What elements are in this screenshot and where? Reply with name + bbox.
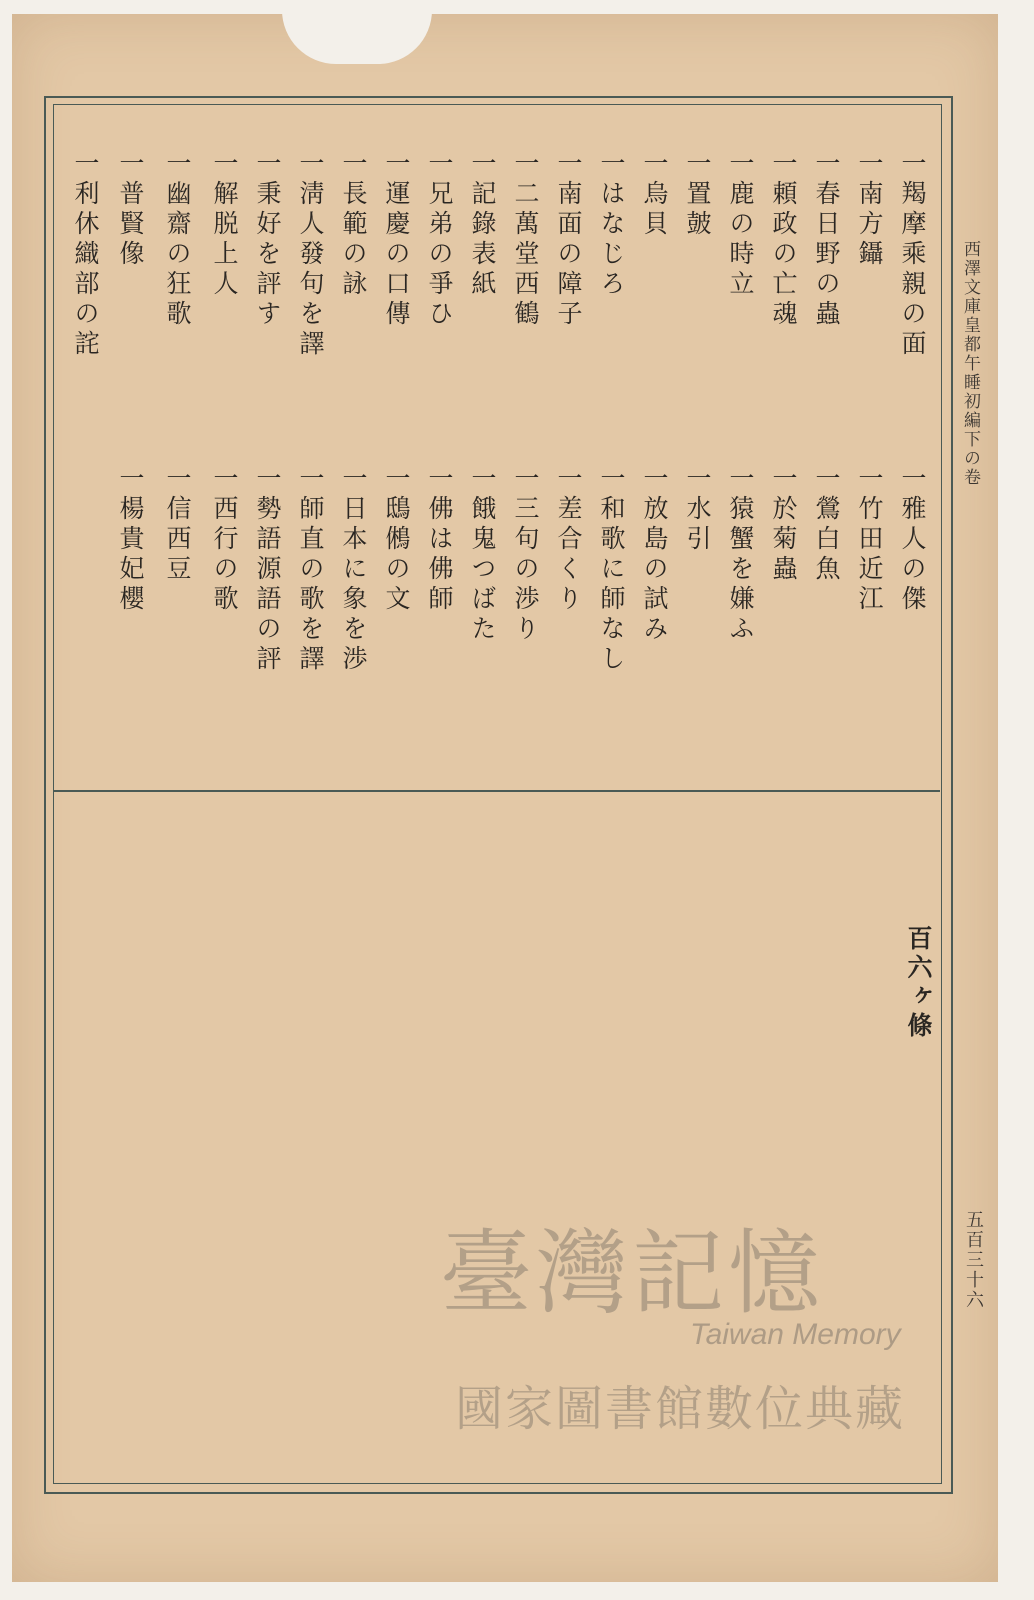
running-head: 西澤文庫皇都午睡初編下の卷 (960, 240, 980, 487)
watermark-english: Taiwan Memory (690, 1318, 901, 1351)
entry-bottom: 一三句の渉り (511, 465, 540, 645)
entry-count-note: 百六ヶ條 (904, 925, 933, 1041)
entry-bottom: 一鶯白魚 (812, 465, 841, 585)
entry-top: 一秉好を評す (253, 150, 282, 330)
entry-bottom: 一和歌に師なし (597, 465, 626, 675)
entry-top: 一南方鑷 (855, 150, 884, 270)
entry-bottom: 一信西豆 (163, 465, 192, 585)
entry-top: 一長範の詠 (339, 150, 368, 300)
torn-corner (282, 10, 432, 64)
entry-top: 一鹿の時立 (726, 150, 755, 300)
entry-top: 一普賢像 (116, 150, 145, 270)
entry-top: 一運慶の口傳 (382, 150, 411, 330)
entry-bottom: 一佛は佛師 (425, 465, 454, 615)
entry-bottom: 一竹田近江 (855, 465, 884, 615)
page-number: 五百三十六 (963, 1210, 984, 1310)
entry-top: 一解脱上人 (210, 150, 239, 300)
watermark-library: 國家圖書館數位典藏 (455, 1381, 906, 1437)
entry-top: 一記錄表紙 (468, 150, 497, 300)
entry-bottom: 一差合くり (554, 465, 583, 615)
entry-top: 一二萬堂西鶴 (511, 150, 540, 330)
entry-top: 一はなじろ (597, 150, 626, 300)
entry-top: 一南面の障子 (554, 150, 583, 330)
entry-bottom: 一於菊蟲 (769, 465, 798, 585)
entry-bottom: 一餓鬼つばた (468, 465, 497, 645)
entry-top: 一置皷 (683, 150, 712, 240)
entry-top: 一頼政の亡魂 (769, 150, 798, 330)
entry-bottom: 一放島の試み (640, 465, 669, 645)
entry-top: 一兄弟の爭ひ (425, 150, 454, 330)
entry-bottom: 一雅人の傑 (898, 465, 927, 615)
entry-bottom: 一勢語源語の評 (253, 465, 282, 675)
entry-bottom: 一西行の歌 (210, 465, 239, 615)
entry-top: 一羯摩乘親の面 (898, 150, 927, 360)
entry-bottom: 一猿蟹を嫌ふ (726, 465, 755, 645)
entry-top: 一幽齋の狂歌 (163, 150, 192, 330)
entry-top: 一烏貝 (640, 150, 669, 240)
entry-bottom: 一鴟鵂の文 (382, 465, 411, 615)
entry-bottom: 一楊貴妃櫻 (116, 465, 145, 615)
entry-top: 一利休織部の詫 (71, 150, 100, 360)
watermark-chinese: 臺灣記憶 (440, 1220, 825, 1327)
entry-top: 一淸人發句を譯 (296, 150, 325, 360)
section-divider (53, 790, 940, 792)
entry-bottom: 一水引 (683, 465, 712, 555)
entry-bottom: 一師直の歌を譯 (296, 465, 325, 675)
entry-top: 一春日野の蟲 (812, 150, 841, 330)
entry-bottom: 一日本に象を渉 (339, 465, 368, 675)
